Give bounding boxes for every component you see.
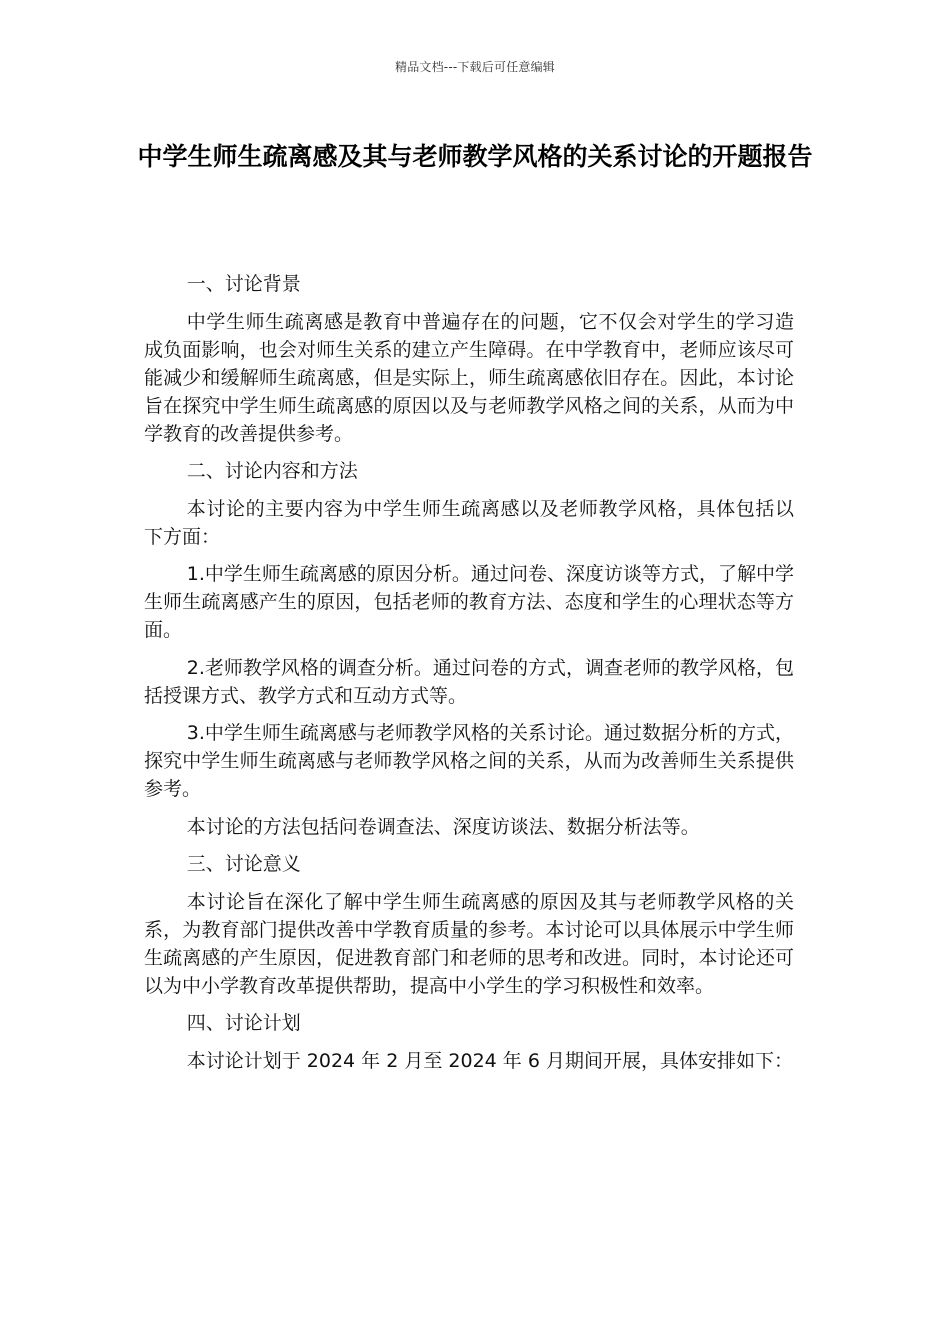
document-body (144, 270, 794, 1084)
content-item-2: 2.老师教学风格的调查分析。通过问卷的方式，调查老师的教学风格，包括授课方式、教学方式和互动方式等。 (144, 656, 794, 707)
background-paragraph: 中学生师生疏离感是教育中普遍存在的问题，它不仅会对学生的学习造成负面影响，也会对师生关系的建立产生障碍。在中学教育中，老师应该尽可能减少和缓解师生疏离感，但是实际上，师生疏离感依旧存在。因此，本讨论旨在探究中学生师生疏离感的原因以及与老师教学风格之间的关系，从而为中学教育的改善提供参考。 (144, 310, 794, 445)
content-item-1: 1.中学生师生疏离感的原因分析。通过问卷、深度访谈等方式，了解中学生师生疏离感产生的原因，包括老师的教育方法、态度和学生的心理状态等方面。 (144, 563, 794, 641)
content-intro-paragraph: 本讨论的主要内容为中学生师生疏离感以及老师教学风格，具体包括以下方面： (144, 497, 794, 548)
plan-paragraph: 本讨论计划于 2024 年 2 月至 2024 年 6 月期间开展，具体安排如下： (186, 1049, 793, 1072)
section-heading-content-methods: 二、讨论内容和方法 (186, 460, 358, 482)
section-heading-significance: 三、讨论意义 (186, 853, 301, 875)
document-title: 中学生师生疏离感及其与老师教学风格的关系讨论的开题报告 (137, 142, 813, 171)
significance-paragraph: 本讨论旨在深化了解中学生师生疏离感的原因及其与老师教学风格的关系，为教育部门提供改善中学教育质量的参考。本讨论可以具体展示中学生师生疏离感的产生原因，促进教育部门和老师的思考和改进。同时，本讨论还可以为中小学教育改革提供帮助，提高中小学生的学习积极性和效率。 (144, 890, 794, 997)
section-heading-plan: 四、讨论计划 (186, 1012, 301, 1034)
header-note: 精品文档---下载后可任意编辑 (395, 60, 555, 74)
section-heading-background: 一、讨论背景 (186, 273, 301, 295)
methods-paragraph: 本讨论的方法包括问卷调查法、深度访谈法、数据分析法等。 (186, 815, 700, 838)
content-item-3: 3.中学生师生疏离感与老师教学风格的关系讨论。通过数据分析的方式，探究中学生师生疏离感与老师教学风格之间的关系，从而为改善师生关系提供参考。 (144, 722, 794, 800)
